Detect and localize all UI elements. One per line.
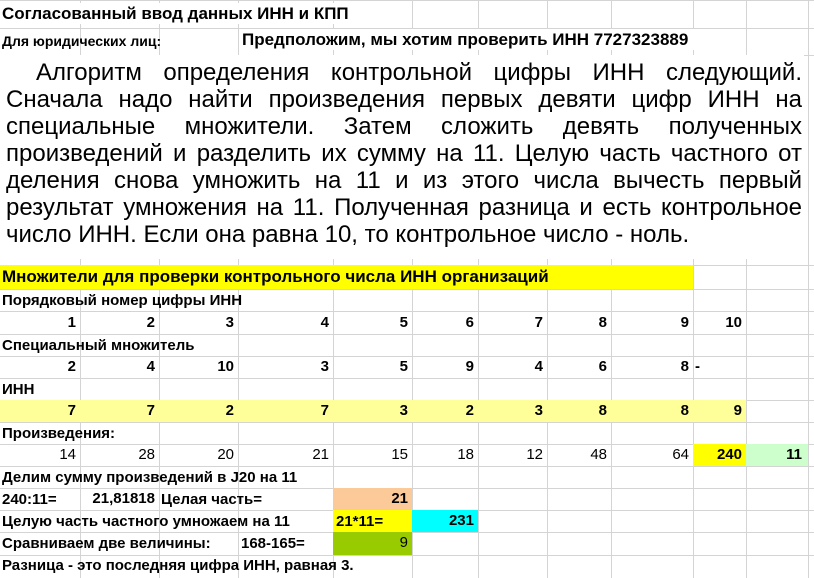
divide-label: Делим сумму произведений в J20 на 11 <box>2 469 298 486</box>
multiplier-cell[interactable]: 4 <box>146 358 155 375</box>
position-cell[interactable]: 6 <box>465 314 474 331</box>
inn-digit-cell[interactable]: 2 <box>465 402 474 419</box>
sheet-title: Согласованный ввод данных ИНН и КПП <box>2 3 355 24</box>
compare-expression[interactable]: 168-165= <box>241 535 305 552</box>
legal-entities-label: Для юридических лиц: <box>2 33 162 49</box>
inn-digit-cell[interactable]: 7 <box>146 402 155 419</box>
product-cell[interactable]: 18 <box>457 446 474 463</box>
product-cell[interactable]: 64 <box>672 446 689 463</box>
multiplier-label: Специальный множитель <box>2 337 195 354</box>
compare-result-cell[interactable]: 9 <box>399 534 408 551</box>
inn-label: ИНН <box>2 381 35 398</box>
position-cell[interactable]: 1 <box>67 314 76 331</box>
product-cell[interactable]: 15 <box>391 446 408 463</box>
position-cell[interactable]: 10 <box>725 314 742 331</box>
inn-digit-cell[interactable]: 8 <box>680 402 689 419</box>
product-cell[interactable]: 28 <box>138 446 155 463</box>
integer-part-cell[interactable]: 21 <box>391 490 408 507</box>
algorithm-line: Сначала надо найти произведения первых девяти цифр ИНН на <box>6 86 802 113</box>
position-cell[interactable]: 4 <box>320 314 329 331</box>
algorithm-line: специальные множители. Затем сложить девять полученных <box>6 113 802 140</box>
division-result[interactable]: 21,81818 <box>92 490 155 507</box>
section-title: Множители для проверки контрольного числа ИНН организаций <box>2 267 549 286</box>
product-cell[interactable]: 48 <box>590 446 607 463</box>
multiplier-cell[interactable]: 6 <box>598 358 607 375</box>
product-cell[interactable]: 21 <box>312 446 329 463</box>
algorithm-line: произведений и разделить их сумму на 11. Целую часть частного от <box>6 140 802 167</box>
assumption-text: Предположим, мы хотим проверить ИНН 7727323889 <box>242 29 694 50</box>
inn-digit-cell[interactable]: 2 <box>225 402 234 419</box>
digit-position-label: Порядковый номер цифры ИНН <box>2 292 243 309</box>
position-cell[interactable]: 7 <box>534 314 543 331</box>
inn-digit-cell[interactable]: 8 <box>598 402 607 419</box>
difference-note: Разница - это последняя цифра ИНН, равная 3. <box>2 557 354 574</box>
multiplier-cell[interactable]: 9 <box>465 358 474 375</box>
position-cell[interactable]: 2 <box>146 314 155 331</box>
multiply-label: Целую часть частного умножаем на 11 <box>2 513 290 530</box>
multiplier-cell[interactable]: 4 <box>534 358 543 375</box>
position-cell[interactable]: 3 <box>225 314 234 331</box>
compare-label: Сравниваем две величины: <box>2 535 211 552</box>
inn-digit-cell[interactable]: 9 <box>733 402 742 419</box>
inn-digit-cell[interactable]: 3 <box>399 402 408 419</box>
product-cell[interactable]: 20 <box>217 446 234 463</box>
algorithm-line: Алгоритм определения контрольной цифры ИНН следующий. <box>36 59 802 86</box>
position-cell[interactable]: 5 <box>399 314 408 331</box>
position-cell[interactable]: 9 <box>680 314 689 331</box>
product-cell[interactable]: 14 <box>59 446 76 463</box>
inn-digit-cell[interactable]: 3 <box>534 402 543 419</box>
inn-digit-cell[interactable]: 7 <box>320 402 329 419</box>
multiplier-cell[interactable]: 3 <box>320 358 329 375</box>
multiply-expression[interactable]: 21*11= <box>336 513 384 530</box>
algorithm-line: результат умножения на 11. Полученная разница и есть контрольное <box>6 194 802 221</box>
divisor-cell[interactable]: 11 <box>786 446 802 463</box>
integer-part-label: Целая часть= <box>161 491 262 508</box>
products-label: Произведения: <box>2 425 116 442</box>
inn-digit-cell[interactable]: 7 <box>67 402 76 419</box>
multiply-result-cell[interactable]: 231 <box>448 512 474 529</box>
algorithm-line: число ИНН. Если она равна 10, то контрольное число - ноль. <box>6 221 690 248</box>
multiplier-cell[interactable]: 8 <box>680 358 689 375</box>
product-cell[interactable]: 12 <box>526 446 543 463</box>
position-cell[interactable]: 8 <box>598 314 607 331</box>
multiplier-cell[interactable]: 10 <box>217 358 234 375</box>
division-expression[interactable]: 240:11= <box>2 491 57 508</box>
multiplier-cell[interactable]: - <box>695 358 700 375</box>
algorithm-text-box <box>0 55 804 259</box>
multiplier-cell[interactable]: 5 <box>399 358 408 375</box>
algorithm-line: деления снова умножить на 11 и из этого числа вычесть первый <box>6 167 802 194</box>
multiplier-cell[interactable]: 2 <box>67 358 76 375</box>
products-sum-cell[interactable]: 240 <box>716 446 742 463</box>
